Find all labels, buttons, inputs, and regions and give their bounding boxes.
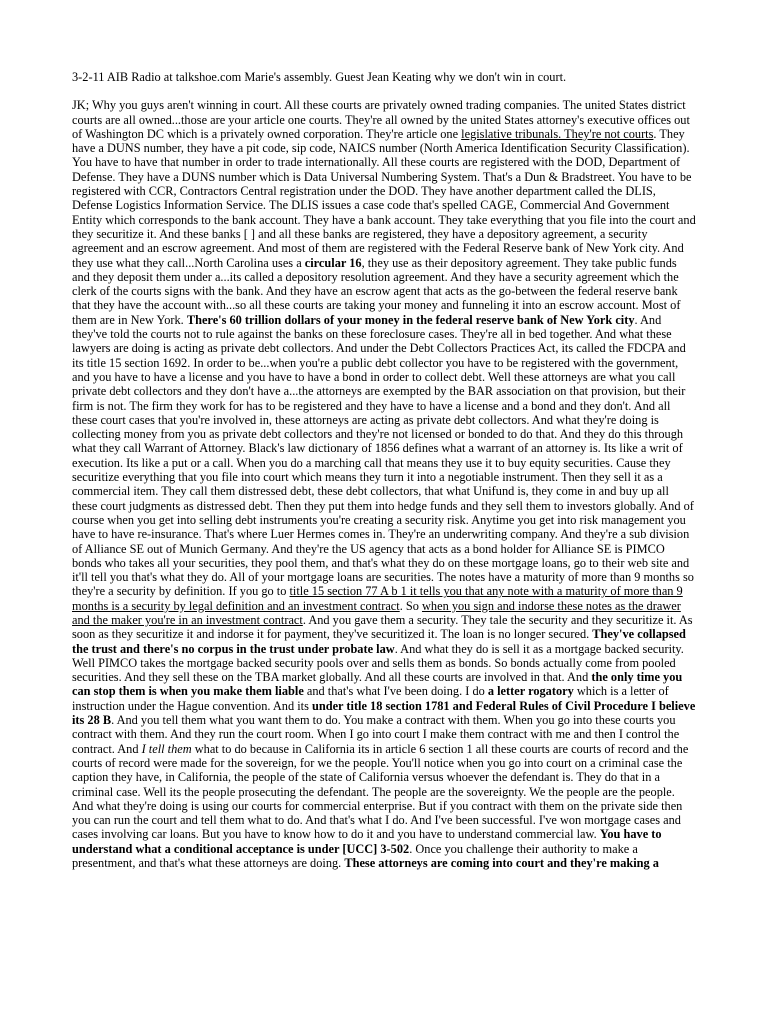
bold-text-run: under title 18 section 1781 and Federal Rules of Civil Procedure I believe its 28 B <box>72 698 696 728</box>
text-run: which is a letter of instruction under the Hague convention. And its <box>72 684 669 713</box>
text-run: , they use as their depository agreement. They take public funds and they deposit them under a...its called a depository resolution agreement. And they have a security agreement which the clerk of the courts signs with the bank. And they have an escrow agent that acts as the go-between the federal reserve bank that they have the account with...so all these courts are taking your money and funneling it into an escrow account. Most of them are in New York. <box>72 255 681 327</box>
bold-text-run: You have to understand what a conditional acceptance is under [UCC] 3-502 <box>72 827 662 856</box>
text-run: . And you gave them a security. They tale the security and they securitize it. As soon as they securitize it and indorse it for payment, they've securitized it. The loan is no longer secured. <box>72 612 693 642</box>
document-page <box>72 70 696 870</box>
text-run: . And you tell them what you want them to do. You make a contract with them. When you go into these courts you contract with them. And they run the court room. When I go into court I make them contract with me and then I control the contract. And <box>72 713 680 756</box>
bold-text-run: the only time you can stop them is when you make them liable <box>72 670 683 699</box>
text-run: what to do because in California its in article 6 section 1 all these courts are courts of record and the courts of record were made for the sovereign, for we the people. You'll notice when you go into court on a criminal case the caption they have, in California, the people of the state of California versus whoever the defendant is. They do that in a criminal case. Well its the people prosecuting the defendant. The people are the sovereignty. We the people are the people. And what they're doing is using our courts for commercial enterprise. But if you contract with them on the private side then you can run the court and tell them what to do. And that's what I do. And I've been successful. I've won mortgage cases and cases involving car loans. But you have to know how to do it and you have to understand commercial law. <box>72 741 689 842</box>
text-run: and that's what I've been doing. I do <box>303 684 488 699</box>
document-title: 3-2-11 AIB Radio at talkshoe.com Marie's assembly. Guest Jean Keating why we don't win in court. <box>72 70 567 84</box>
bold-text-run: There's 60 trillion dollars of your money in the federal reserve bank of New York city <box>186 312 635 327</box>
transcript-paragraph <box>72 98 696 870</box>
bold-text-run: a letter rogatory <box>487 684 574 699</box>
italic-text-run: I tell them <box>141 741 192 756</box>
text-run: . Once you challenge their authority to make a presentment, and that's what these attorneys are doing. <box>72 841 638 871</box>
underlined-text-run: when you sign and indorse these notes as the drawer and the maker you're in an investment contract <box>72 598 681 627</box>
bold-text-run: circular 16 <box>304 255 362 270</box>
text-run: . They have a DUNS number, they have a pit code, sip code, NAICS number (North America Identification Security Classification). You have to have that number in order to trade internationally. All these courts are registered with the DOD, Department of Defense. They have a DUNS number which is Data Universal Numbering System. That's a Dun & Bradstreet. You have to be registered with CCR, Contractors Central registration under the DOD. They have another department called the DLIS, Defense Logistics Information Service. The DLIS issues a case code that's spelled CAGE, Commercial And Government Entity which corresponds to the bank account. They have a bank account. They take everything that you file into the court and they securitize it. And these banks [ ] and all these banks are registered, they have a depository agreement, a security agreement and an escrow agreement. And most of them are registered with the Federal Reserve bank of New York city. And they use what they call...North Carolina uses a <box>72 126 696 270</box>
underlined-text-run: title 15 section 77 A b 1 it tells you that any note with a maturity of more than 9 months is a security by legal definition and an investment contract <box>72 584 683 613</box>
text-run: . So <box>399 598 423 613</box>
underlined-text-run: legislative tribunals. They're not courts <box>461 126 654 141</box>
bold-text-run: These attorneys are coming into court and they're making a <box>344 856 659 871</box>
text-run: JK; Why you guys aren't winning in court. All these courts are privately owned trading companies. The united States district courts are all owned...those are your article one courts. They're all owned by the united States attorney's executive offices out of Washington DC which is a privately owned corporation. They're article one <box>72 98 690 141</box>
text-run: . And what they do is sell it as a mortgage backed security. Well PIMCO takes the mortgage backed security pools over and sells them as bonds. So bonds actually come from pooled securities. And they sell these on the TBA market globally. And all these courts are involved in that. And <box>72 641 684 685</box>
bold-text-run: They've collapsed the trust and there's no corpus in the trust under probate law <box>72 627 686 656</box>
text-run: . And they've told the courts not to rule against the banks on these foreclosure cases. They're all in bed together. And what these lawyers are doing is acting as private debt collectors. And under the Debt Collectors Practices Act, its called the FDCPA and its title 15 section 1692. In order to be...when you're a public debt collector you have to be registered with the government, and you have to have a license and you have to have a bond in order to collect debt. Well these attorneys are what you call private debt collectors and they don't have a...the attorneys are exempted by the BAR association on that provision, but their firm is not. The firm they work for has to be registered and they have to have a license and a bond and they don't. And all these court cases that you're involved in, these attorneys are acting as private debt collectors. And what they're doing is collecting money from you as private debt collectors and they're not licensed or bonded to do that. And they do this through what they call Warrant of Attorney. Black's law dictionary of 1856 defines what a warrant of an attorney is. Its like a writ of execution. Its like a put or a call. When you do a marching call that means they use it to buy equity securities. Cause they securitize everything that you file into court which means they turn it into a negotiable instrument. Then they sell it as a commercial item. They call them distressed debt, these debt collectors, that what Unifund is, they come in and buy up all these court judgments as distressed debt. Then they put them into hedge funds and they sell them to investors globally. And of course when you get into selling debt instruments you're creating a security risk. Anytime you get into risk management you have to have re-insurance. That's where Luer Hermes comes in. They're an underwriting company. And they're a sub division of Alliance SE out of Munich Germany. And they're the US agency that acts as a bond holder for Alliance SE is PIMCO bonds who takes all your securities, they pool them, and that's what they do on these mortgage loans, go to their web site and it'll tell you that's what they do. All of your mortgage loans are securities. The notes have a maturity of more than 9 months so they're a security by definition. If you go to <box>72 312 694 599</box>
